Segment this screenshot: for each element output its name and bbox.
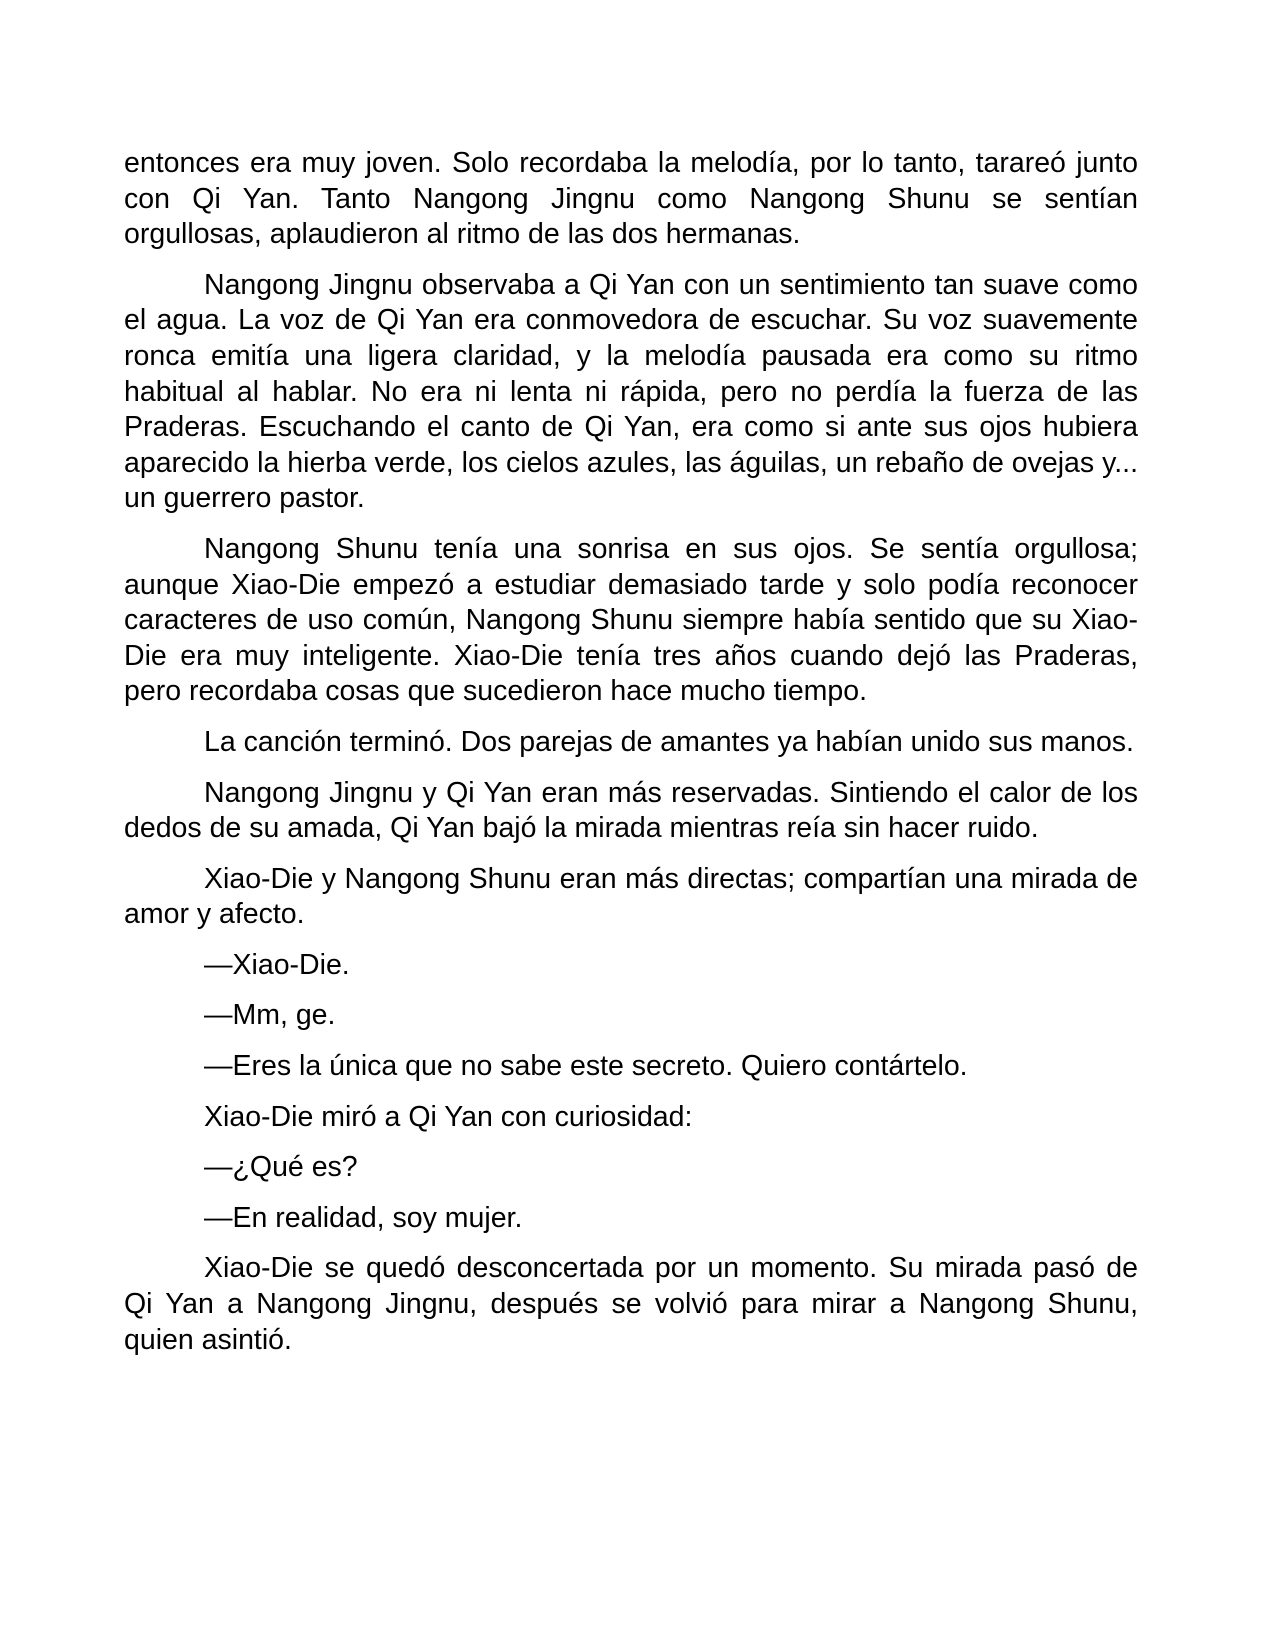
dialogue-line-2: —Mm, ge. (204, 999, 336, 1032)
paragraph-3: Nangong Shunu tenía una sonrisa en sus ojos. Se sentía orgullosa; aunque Xiao-Die empezó a estudiar demasiado tarde y solo podía reconocer caracteres de uso común, Nangong Shunu siempre había sentido que su Xiao-Die era muy inteligente. Xiao-Die tenía tres años cuando dejó las Praderas, pero recordaba cosas que sucedieron hace mucho tiempo. (124, 532, 1138, 708)
paragraph-8: Xiao-Die se quedó desconcertada por un momento. Su mirada pasó de Qi Yan a Nangong Jingnu, después se volvió para mirar a Nangong Shunu, quien asintió. (124, 1252, 1138, 1356)
dialogue-line-5: —En realidad, soy mujer. (204, 1201, 523, 1234)
document-page (124, 146, 1138, 1373)
paragraph-1: entonces era muy joven. Solo recordaba la melodía, por lo tanto, tarareó junto con Qi Yan. Tanto Nangong Jingnu como Nangong Shunu se sentían orgullosas, aplaudieron al ritmo de las dos hermanas. (124, 147, 1138, 251)
paragraph-4: La canción terminó. Dos parejas de amantes ya habían unido sus manos. (204, 725, 1134, 758)
paragraph-2: Nangong Jingnu observaba a Qi Yan con un sentimiento tan suave como el agua. La voz de Qi Yan era conmovedora de escuchar. Su voz suavemente ronca emitía una ligera claridad, y la melodía pausada era como su ritmo habitual al hablar. No era ni lenta ni rápida, pero no perdía la fuerza de las Praderas. Escuchando el canto de Qi Yan, era como si ante sus ojos hubiera aparecido la hierba verde, los cielos azules, las águilas, un rebaño de ovejas y... un guerrero pastor. (124, 268, 1138, 515)
dialogue-line-4: —¿Qué es? (204, 1151, 358, 1184)
paragraph-6: Xiao-Die y Nangong Shunu eran más directas; compartían una mirada de amor y afecto. (124, 862, 1138, 931)
dialogue-line-3: —Eres la única que no sabe este secreto. Quiero contártelo. (204, 1050, 968, 1083)
dialogue-line-1: —Xiao-Die. (204, 948, 350, 981)
paragraph-5: Nangong Jingnu y Qi Yan eran más reservadas. Sintiendo el calor de los dedos de su amada, Qi Yan bajó la mirada mientras reía sin hacer ruido. (124, 776, 1138, 845)
paragraph-7: Xiao-Die miró a Qi Yan con curiosidad: (204, 1100, 693, 1133)
